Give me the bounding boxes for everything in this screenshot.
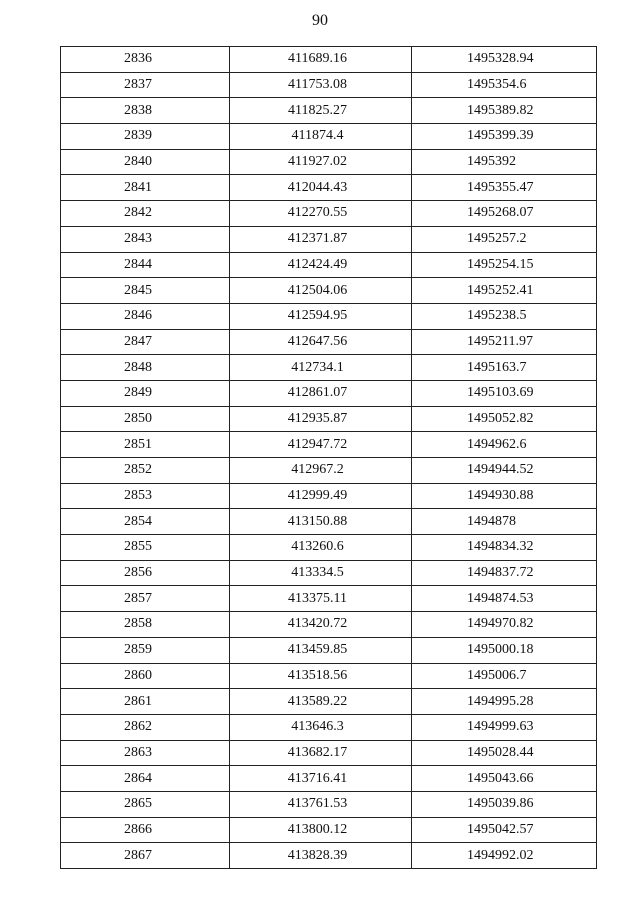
- x-coordinate-cell: 412935.87: [230, 406, 412, 432]
- x-coordinate-cell: 413828.39: [230, 843, 412, 869]
- y-coordinate-cell: 1494930.88: [412, 483, 597, 509]
- y-coordinate-cell: 1495043.66: [412, 766, 597, 792]
- table-row: [61, 175, 597, 201]
- point-number-cell: 2838: [61, 98, 230, 124]
- point-number-cell: 2867: [61, 843, 230, 869]
- y-coordinate-cell: 1495257.2: [412, 226, 597, 252]
- table-row: [61, 560, 597, 586]
- point-number-cell: 2858: [61, 612, 230, 638]
- x-coordinate-cell: 411753.08: [230, 72, 412, 98]
- y-coordinate-cell: 1495103.69: [412, 380, 597, 406]
- x-coordinate-cell: 412967.2: [230, 458, 412, 484]
- table-row: [61, 72, 597, 98]
- table-row: [61, 509, 597, 535]
- point-number-cell: 2865: [61, 791, 230, 817]
- point-number-cell: 2856: [61, 560, 230, 586]
- y-coordinate-cell: 1494874.53: [412, 586, 597, 612]
- y-coordinate-cell: 1495354.6: [412, 72, 597, 98]
- table-row: [61, 817, 597, 843]
- x-coordinate-cell: 411874.4: [230, 124, 412, 150]
- y-coordinate-cell: 1495211.97: [412, 329, 597, 355]
- point-number-cell: 2848: [61, 355, 230, 381]
- x-coordinate-cell: 412647.56: [230, 329, 412, 355]
- point-number-cell: 2845: [61, 278, 230, 304]
- table-row: [61, 689, 597, 715]
- y-coordinate-cell: 1495328.94: [412, 47, 597, 73]
- x-coordinate-cell: 412044.43: [230, 175, 412, 201]
- point-number-cell: 2849: [61, 380, 230, 406]
- y-coordinate-cell: 1494878: [412, 509, 597, 535]
- x-coordinate-cell: 413375.11: [230, 586, 412, 612]
- x-coordinate-cell: 412424.49: [230, 252, 412, 278]
- point-number-cell: 2864: [61, 766, 230, 792]
- y-coordinate-cell: 1495028.44: [412, 740, 597, 766]
- x-coordinate-cell: 411927.02: [230, 149, 412, 175]
- table-row: [61, 663, 597, 689]
- x-coordinate-cell: 413761.53: [230, 791, 412, 817]
- x-coordinate-cell: 413518.56: [230, 663, 412, 689]
- x-coordinate-cell: 413150.88: [230, 509, 412, 535]
- table-row: [61, 406, 597, 432]
- x-coordinate-cell: 413716.41: [230, 766, 412, 792]
- y-coordinate-cell: 1495392: [412, 149, 597, 175]
- y-coordinate-cell: 1495389.82: [412, 98, 597, 124]
- point-number-cell: 2857: [61, 586, 230, 612]
- x-coordinate-cell: 413682.17: [230, 740, 412, 766]
- table-row: [61, 714, 597, 740]
- table-row: [61, 483, 597, 509]
- table-row: [61, 329, 597, 355]
- table-row: [61, 612, 597, 638]
- x-coordinate-cell: 412734.1: [230, 355, 412, 381]
- point-number-cell: 2843: [61, 226, 230, 252]
- table-row: [61, 380, 597, 406]
- table-row: [61, 98, 597, 124]
- point-number-cell: 2854: [61, 509, 230, 535]
- point-number-cell: 2852: [61, 458, 230, 484]
- table-row: [61, 252, 597, 278]
- y-coordinate-cell: 1495268.07: [412, 201, 597, 227]
- point-number-cell: 2853: [61, 483, 230, 509]
- y-coordinate-cell: 1495006.7: [412, 663, 597, 689]
- y-coordinate-cell: 1495355.47: [412, 175, 597, 201]
- y-coordinate-cell: 1494834.32: [412, 535, 597, 561]
- table-row: [61, 791, 597, 817]
- point-number-cell: 2847: [61, 329, 230, 355]
- table-row: [61, 355, 597, 381]
- x-coordinate-cell: 412270.55: [230, 201, 412, 227]
- table-row: [61, 124, 597, 150]
- y-coordinate-cell: 1495052.82: [412, 406, 597, 432]
- y-coordinate-cell: 1495399.39: [412, 124, 597, 150]
- x-coordinate-cell: 412947.72: [230, 432, 412, 458]
- table-row: [61, 47, 597, 73]
- point-number-cell: 2846: [61, 303, 230, 329]
- y-coordinate-cell: 1494999.63: [412, 714, 597, 740]
- x-coordinate-cell: 413260.6: [230, 535, 412, 561]
- point-number-cell: 2836: [61, 47, 230, 73]
- y-coordinate-cell: 1494992.02: [412, 843, 597, 869]
- y-coordinate-cell: 1495252.41: [412, 278, 597, 304]
- x-coordinate-cell: 413646.3: [230, 714, 412, 740]
- x-coordinate-cell: 413589.22: [230, 689, 412, 715]
- point-number-cell: 2861: [61, 689, 230, 715]
- y-coordinate-cell: 1495163.7: [412, 355, 597, 381]
- point-number-cell: 2863: [61, 740, 230, 766]
- table-row: [61, 535, 597, 561]
- x-coordinate-cell: 411689.16: [230, 47, 412, 73]
- x-coordinate-cell: 412371.87: [230, 226, 412, 252]
- point-number-cell: 2841: [61, 175, 230, 201]
- y-coordinate-cell: 1494995.28: [412, 689, 597, 715]
- y-coordinate-cell: 1495254.15: [412, 252, 597, 278]
- table-row: [61, 458, 597, 484]
- x-coordinate-cell: 411825.27: [230, 98, 412, 124]
- x-coordinate-cell: 412594.95: [230, 303, 412, 329]
- table-row: [61, 432, 597, 458]
- point-number-cell: 2866: [61, 817, 230, 843]
- point-number-cell: 2851: [61, 432, 230, 458]
- y-coordinate-cell: 1495039.86: [412, 791, 597, 817]
- point-number-cell: 2860: [61, 663, 230, 689]
- point-number-cell: 2840: [61, 149, 230, 175]
- table-row: [61, 843, 597, 869]
- point-number-cell: 2862: [61, 714, 230, 740]
- point-number-cell: 2837: [61, 72, 230, 98]
- x-coordinate-cell: 412999.49: [230, 483, 412, 509]
- y-coordinate-cell: 1494944.52: [412, 458, 597, 484]
- x-coordinate-cell: 413334.5: [230, 560, 412, 586]
- point-number-cell: 2842: [61, 201, 230, 227]
- table-row: [61, 303, 597, 329]
- y-coordinate-cell: 1494970.82: [412, 612, 597, 638]
- x-coordinate-cell: 413800.12: [230, 817, 412, 843]
- table-row: [61, 586, 597, 612]
- page-number: 90: [312, 12, 328, 29]
- coordinates-table: [60, 46, 597, 869]
- point-number-cell: 2850: [61, 406, 230, 432]
- table-row: [61, 149, 597, 175]
- y-coordinate-cell: 1495238.5: [412, 303, 597, 329]
- y-coordinate-cell: 1494962.6: [412, 432, 597, 458]
- table-row: [61, 766, 597, 792]
- x-coordinate-cell: 413459.85: [230, 637, 412, 663]
- y-coordinate-cell: 1495042.57: [412, 817, 597, 843]
- point-number-cell: 2844: [61, 252, 230, 278]
- table-row: [61, 201, 597, 227]
- point-number-cell: 2839: [61, 124, 230, 150]
- x-coordinate-cell: 412861.07: [230, 380, 412, 406]
- y-coordinate-cell: 1494837.72: [412, 560, 597, 586]
- table-row: [61, 278, 597, 304]
- table-row: [61, 637, 597, 663]
- table-row: [61, 226, 597, 252]
- y-coordinate-cell: 1495000.18: [412, 637, 597, 663]
- x-coordinate-cell: 412504.06: [230, 278, 412, 304]
- point-number-cell: 2859: [61, 637, 230, 663]
- point-number-cell: 2855: [61, 535, 230, 561]
- coordinates-table-body: [61, 47, 597, 869]
- table-row: [61, 740, 597, 766]
- x-coordinate-cell: 413420.72: [230, 612, 412, 638]
